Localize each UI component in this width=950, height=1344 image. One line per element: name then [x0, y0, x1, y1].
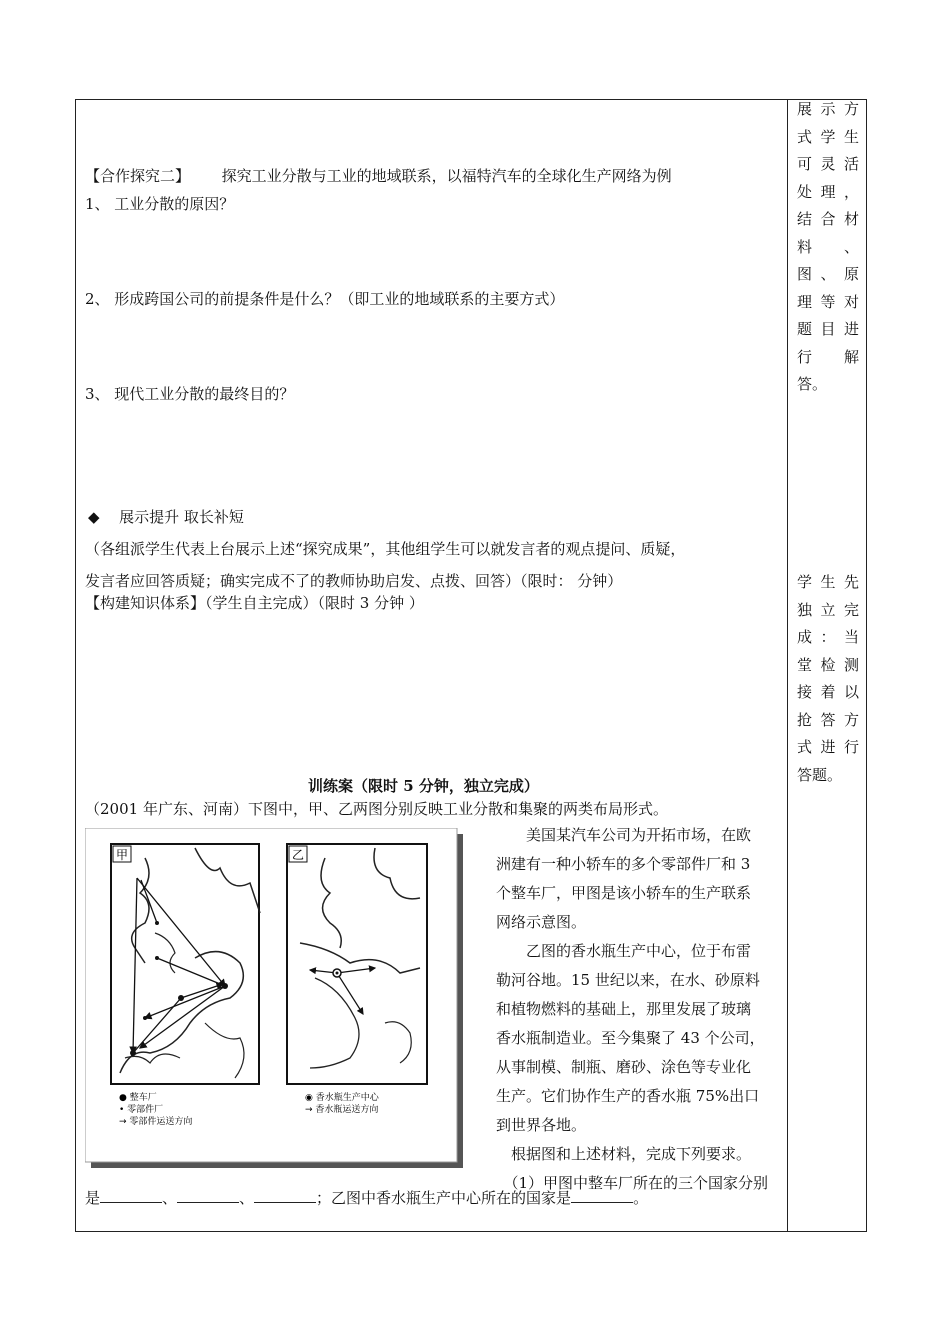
- question-3: 3、 现代工业分散的最终目的？: [85, 385, 295, 403]
- side-note-1: 展示方 式学生 可灵活 处理， 结合材 料 、 图、原 理等对 题目进 行 解 答。: [797, 100, 859, 393]
- training-material: 美国某汽车公司为开拓市场，在欧 洲建有一种小轿车的多个零部件厂和 3 个整车厂，甲图是该小轿车的生产联系 网络示意图。 乙图的香水瓶生产中心，位于布雷 勒河谷地。15 世纪以来，在水、砂原料 和植物燃料的基础上，那里发展了玻璃 香水瓶制造业。至今集聚了 43 个公司， 从事制模、制瓶、磨砂、涂色等专业化 生产。它们协作生产的香水瓶 75%出口 到世界各地。 根据图和上述材料，完成下列要求。 （1）甲图中整车厂所在的三个国家分别: [496, 826, 769, 1192]
- inquiry2-heading: 【合作探究二】: [85, 167, 191, 185]
- question-2: 2、 形成跨国公司的前提条件是什么？（即工业的地域联系的主要方式）: [85, 290, 565, 308]
- legend-left-1: ● 整车厂: [119, 1093, 157, 1103]
- inquiry2-line: [85, 165, 672, 186]
- showcase-title: 展示提升 取长补短: [119, 508, 244, 526]
- answer-blank-1[interactable]: [100, 1188, 162, 1203]
- showcase-desc-1: （各组派学生代表上台展示上述“探究成果”，其他组学生可以就发言者的观点提问、质疑，: [85, 540, 686, 558]
- legend-left-2: • 零部件厂: [119, 1105, 164, 1115]
- answer-blank-3[interactable]: [254, 1188, 316, 1203]
- bullet-diamond: ◆: [88, 508, 100, 526]
- legend-left-3: → 零部件运送方向: [119, 1117, 193, 1127]
- map-jia: [111, 844, 260, 1084]
- map-right-label: 乙: [292, 848, 305, 862]
- knowledge-system: 【构建知识体系】（学生自主完成）（限时 3 分钟 ）: [85, 594, 424, 612]
- map-yi: [287, 844, 427, 1084]
- column-divider: [787, 99, 788, 1232]
- showcase-line: [88, 506, 244, 527]
- training-title: 训练案（限时 5 分钟，独立完成）: [308, 777, 539, 795]
- legend-right-1: ◉ 香水瓶生产中心: [305, 1093, 379, 1103]
- map-left-label: 甲: [116, 848, 129, 862]
- question-1: 1、 工业分散的原因？: [85, 195, 235, 213]
- answer-blank-4[interactable]: [571, 1188, 633, 1203]
- europe-maps-figure: [85, 828, 465, 1170]
- training-question-1: 是 、 、 ；乙图中香水瓶生产中心所在的国家是 。: [85, 1189, 649, 1207]
- inquiry2-topic: 探究工业分散与工业的地域联系，以福特汽车的全球化生产网络为例: [221, 167, 672, 185]
- side-note-2: 学生先 独立完 成：当 堂检测 接着以 抢答方 式进行 答题。: [797, 573, 859, 784]
- training-intro: （2001 年广东、河南）下图中，甲、乙两图分别反映工业分散和集聚的两类布局形式。: [85, 800, 668, 818]
- legend-right-2: → 香水瓶运送方向: [305, 1105, 379, 1115]
- answer-blank-2[interactable]: [177, 1188, 239, 1203]
- showcase-desc-2: 发言者应回答质疑；确实完成不了的教师协助启发、点拨、回答）（限时： 分钟）: [85, 572, 623, 590]
